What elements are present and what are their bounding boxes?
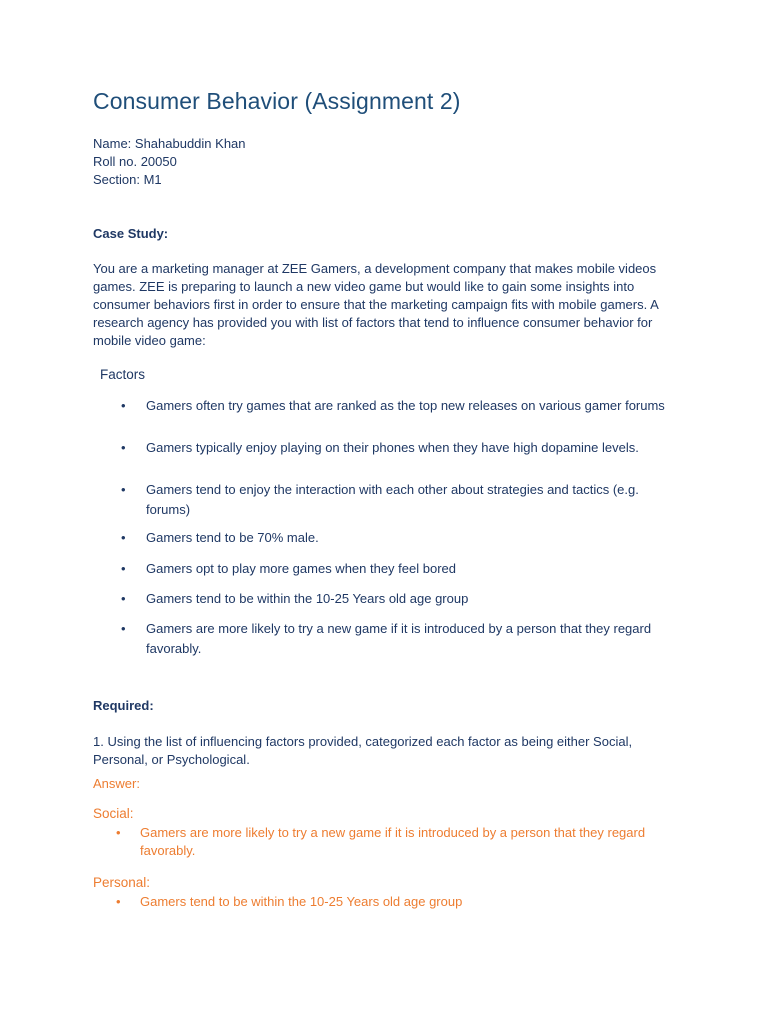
personal-heading: Personal: [93,875,151,890]
bullet-icon: • [121,621,126,636]
bullet-icon: • [116,894,121,909]
factor-item: Gamers tend to enjoy the interaction with each other about strategies and tactics (e.g. forums) [146,482,639,517]
document-title: Consumer Behavior (Assignment 2) [93,88,461,114]
bullet-icon: • [121,398,126,413]
bullet-icon: • [116,825,121,840]
factor-item: Gamers opt to play more games when they feel bored [146,561,456,576]
case-study-heading: Case Study: [93,226,169,241]
case-study-paragraph: You are a marketing manager at ZEE Gamers, a development company that makes mobile videos games. ZEE is preparing to launch a new video game but would like to gain some insights into consumer behaviors first in order to ensure that the marketing campaign fits with mobile gamers. A research agency has provided you with list of factors that tend to influence consumer behavior for mobile video game: [93,261,659,348]
required-heading: Required: [93,698,154,713]
factor-item: Gamers are more likely to try a new game if it is introduced by a person that they regard favorably. [146,621,652,656]
section: Section: M1 [93,172,162,187]
bullet-icon: • [121,591,126,606]
required-question: 1. Using the list of influencing factors provided, categorized each factor as being either Social, Personal, or Psychological. [93,734,633,767]
student-name: Name: Shahabuddin Khan [93,136,246,151]
social-heading: Social: [93,806,134,821]
factor-item: Gamers typically enjoy playing on their phones when they have high dopamine levels. [146,440,639,455]
factor-item: Gamers tend to be 70% male. [146,530,319,545]
bullet-icon: • [121,440,126,455]
answer-label: Answer: [93,776,140,791]
social-item: Gamers are more likely to try a new game if it is introduced by a person that they regard favorably. [140,825,646,858]
bullet-icon: • [121,561,126,576]
personal-item: Gamers tend to be within the 10-25 Years old age group [140,894,463,909]
bullet-icon: • [121,482,126,497]
factor-item: Gamers often try games that are ranked as the top new releases on various gamer forums [146,398,665,413]
factors-heading: Factors [100,367,146,382]
bullet-icon: • [121,530,126,545]
roll-number: Roll no. 20050 [93,154,177,169]
factor-item: Gamers tend to be within the 10-25 Years old age group [146,591,469,606]
